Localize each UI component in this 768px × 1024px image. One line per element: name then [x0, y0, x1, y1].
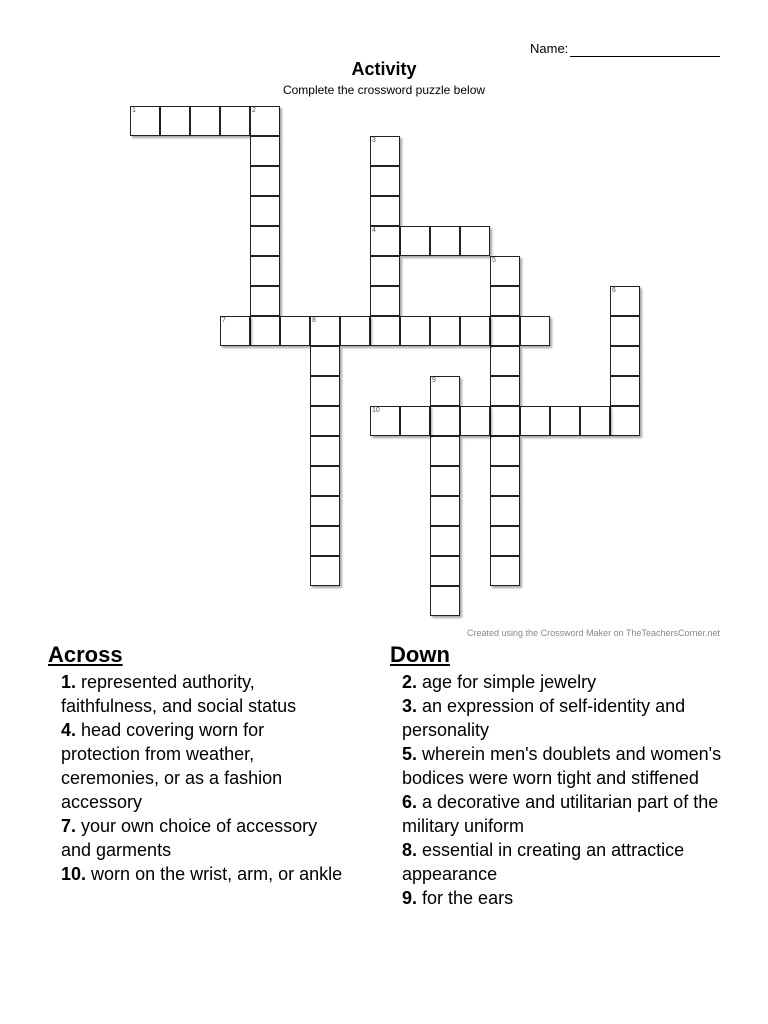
grid-cell[interactable]	[430, 466, 460, 496]
clue-text: for the ears	[422, 888, 514, 908]
cell-number: 9	[432, 377, 436, 384]
grid-cell[interactable]	[490, 406, 520, 436]
cell-number: 7	[222, 317, 226, 324]
grid-cell[interactable]	[310, 316, 340, 346]
grid-cell[interactable]	[250, 106, 280, 136]
down-heading: Down	[390, 642, 450, 667]
clue-text: your own choice of accessory and garments	[61, 816, 318, 860]
clue-text: age for simple jewelry	[422, 672, 597, 692]
across-clue-7	[48, 814, 348, 862]
clue-text: represented authority, faithfulness, and social status	[61, 672, 297, 716]
cell-number: 3	[372, 137, 376, 144]
grid-cell[interactable]	[310, 376, 340, 406]
cell-number: 5	[492, 257, 496, 264]
clue-text: a decorative and utilitarian part of the military uniform	[402, 792, 719, 836]
clue-number: 8.	[402, 840, 418, 860]
clue-number: 9.	[402, 888, 418, 908]
cell-number: 4	[372, 227, 376, 234]
grid-cell[interactable]	[250, 286, 280, 316]
grid-cell[interactable]	[430, 496, 460, 526]
across-heading: Across	[48, 642, 123, 667]
grid-cell[interactable]	[310, 406, 340, 436]
cell-number: 2	[252, 107, 256, 114]
cell-number: 1	[132, 107, 136, 114]
grid-cell[interactable]	[370, 226, 400, 256]
grid-cell[interactable]	[430, 376, 460, 406]
across-clue-10	[48, 862, 348, 886]
grid-cell[interactable]	[310, 496, 340, 526]
clue-text: essential in creating an attractice appearance	[402, 840, 685, 884]
grid-cell[interactable]	[430, 556, 460, 586]
down-clue-2	[390, 670, 730, 694]
grid-cell[interactable]	[520, 316, 550, 346]
grid-cell[interactable]	[460, 226, 490, 256]
grid-cell[interactable]	[340, 316, 370, 346]
grid-cell[interactable]	[490, 316, 520, 346]
grid-cell[interactable]	[250, 136, 280, 166]
grid-cell[interactable]	[610, 286, 640, 316]
grid-cell[interactable]	[430, 316, 460, 346]
grid-cell[interactable]	[610, 316, 640, 346]
grid-cell[interactable]	[310, 556, 340, 586]
grid-cell[interactable]	[490, 466, 520, 496]
grid-cell[interactable]	[490, 376, 520, 406]
grid-cell[interactable]	[310, 526, 340, 556]
grid-cell[interactable]	[160, 106, 190, 136]
grid-cell[interactable]	[610, 346, 640, 376]
clue-number: 2.	[402, 672, 418, 692]
grid-cell[interactable]	[250, 226, 280, 256]
grid-cell[interactable]	[430, 406, 460, 436]
grid-cell[interactable]	[490, 496, 520, 526]
clue-number: 5.	[402, 744, 418, 764]
clue-number: 7.	[61, 816, 77, 836]
grid-cell[interactable]	[610, 406, 640, 436]
clue-text: wherein men's doublets and women's bodices were worn tight and stiffened	[402, 744, 722, 788]
grid-cell[interactable]	[280, 316, 310, 346]
grid-cell[interactable]	[460, 406, 490, 436]
grid-cell[interactable]	[430, 526, 460, 556]
clue-number: 6.	[402, 792, 418, 812]
grid-cell[interactable]	[220, 106, 250, 136]
grid-cell[interactable]	[250, 256, 280, 286]
down-clues	[390, 642, 730, 910]
grid-cell[interactable]	[610, 376, 640, 406]
cell-number: 10	[372, 407, 380, 414]
grid-cell[interactable]	[550, 406, 580, 436]
grid-cell[interactable]	[250, 196, 280, 226]
grid-cell[interactable]	[400, 316, 430, 346]
grid-cell[interactable]	[490, 286, 520, 316]
grid-cell[interactable]	[370, 256, 400, 286]
grid-cell[interactable]	[490, 526, 520, 556]
across-clues	[48, 642, 348, 886]
clue-number: 4.	[61, 720, 77, 740]
grid-cell[interactable]	[490, 436, 520, 466]
grid-cell[interactable]	[370, 136, 400, 166]
grid-cell[interactable]	[310, 346, 340, 376]
clue-number: 3.	[402, 696, 418, 716]
grid-cell[interactable]	[520, 406, 550, 436]
grid-cell[interactable]	[400, 406, 430, 436]
grid-cell[interactable]	[430, 226, 460, 256]
grid-cell[interactable]	[370, 166, 400, 196]
crossword-grid	[130, 106, 640, 626]
grid-cell[interactable]	[490, 256, 520, 286]
grid-cell[interactable]	[370, 196, 400, 226]
grid-cell[interactable]	[490, 556, 520, 586]
grid-cell[interactable]	[250, 166, 280, 196]
cell-number: 8	[312, 317, 316, 324]
clue-number: 1.	[61, 672, 77, 692]
down-clue-6	[390, 790, 730, 838]
across-clue-4	[48, 718, 348, 814]
name-line[interactable]	[570, 56, 720, 57]
cell-number: 6	[612, 287, 616, 294]
down-clue-3	[390, 694, 730, 742]
page-title: Activity	[351, 59, 417, 79]
grid-cell[interactable]	[400, 226, 430, 256]
clue-number: 10.	[61, 864, 87, 884]
clue-text: worn on the wrist, arm, or ankle	[91, 864, 343, 884]
name-label: Name:	[530, 41, 569, 56]
grid-cell[interactable]	[430, 436, 460, 466]
grid-cell[interactable]	[310, 436, 340, 466]
grid-cell[interactable]	[580, 406, 610, 436]
grid-cell[interactable]	[310, 466, 340, 496]
grid-cell[interactable]	[370, 406, 400, 436]
grid-cell[interactable]	[370, 316, 400, 346]
grid-cell[interactable]	[130, 106, 160, 136]
grid-cell[interactable]	[190, 106, 220, 136]
grid-cell[interactable]	[250, 316, 280, 346]
down-clue-9	[390, 886, 730, 910]
across-clue-1	[48, 670, 348, 718]
grid-cell[interactable]	[430, 586, 460, 616]
clue-text: an expression of self-identity and personality	[402, 696, 686, 740]
grid-cell[interactable]	[370, 286, 400, 316]
grid-cell[interactable]	[490, 346, 520, 376]
grid-cell[interactable]	[220, 316, 250, 346]
down-clue-8	[390, 838, 730, 886]
down-clue-5	[390, 742, 730, 790]
clue-text: head covering worn for protection from weather, ceremonies, or as a fashion accessory	[61, 720, 283, 812]
page-subtitle: Complete the crossword puzzle below	[282, 83, 486, 97]
grid-cell[interactable]	[460, 316, 490, 346]
credit-text: Created using the Crossword Maker on TheTeachersCorner.net	[467, 628, 720, 638]
